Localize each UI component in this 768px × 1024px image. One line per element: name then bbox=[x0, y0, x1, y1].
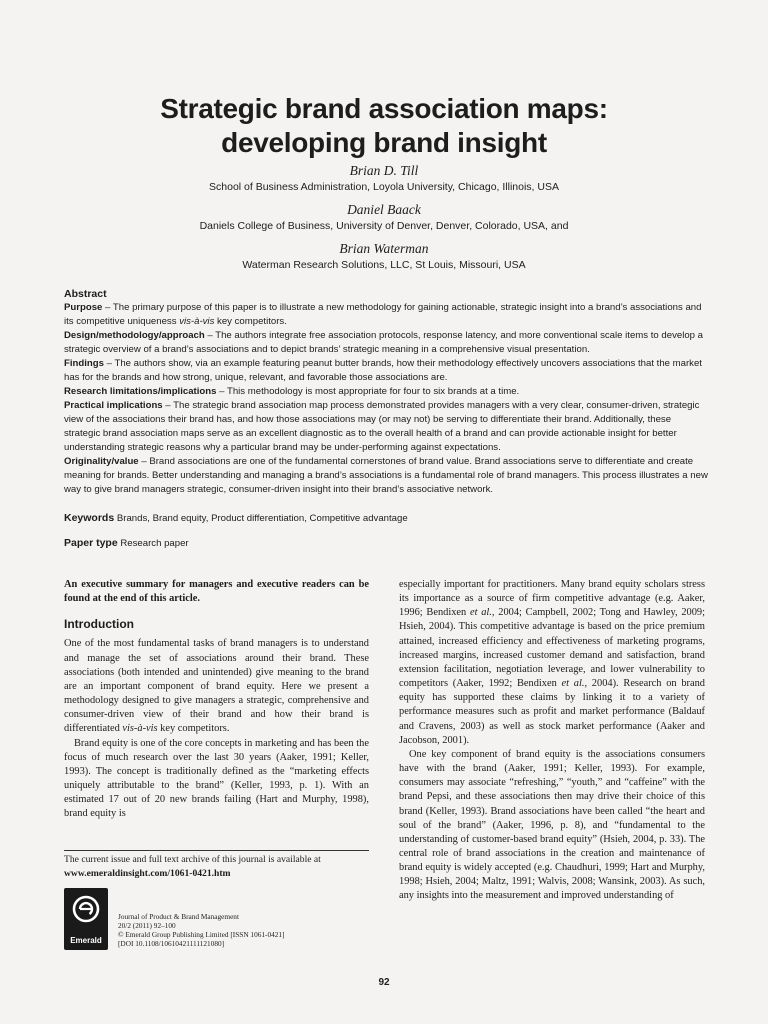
footnote-url-link[interactable]: www.emeraldinsight.com/1061-0421.htm bbox=[64, 868, 231, 879]
publication-volume: 20/2 (2011) 92–100 bbox=[118, 921, 176, 930]
right-column bbox=[399, 578, 705, 904]
abstract-design: Design/methodology/approach – The authors integrate free association protocols, response latency, and more conventional scale items to develop a strategic overview of a brand’s associations and to depict brands’ strategic meaning in a comprehensive visual presentation. bbox=[64, 330, 704, 355]
right-paragraph-1: especially important for practitioners. Many brand equity scholars stress its importance as a source of firm competitive advantage (e.g. Aaker, 1996; Bendixen et al., 2004; Campbell, 2002; Tong and Hawley, 2009; Hsieh, 2004). This competitive advantage is based on the price premium attained, increased efficiency and effectiveness of marketing programs, increased margins, increased customer demand and satisfaction, brand extension facilitation, negotiation leverage, and lower vulnerability to competitors (Aaker, 1992; Bendixen et al., 2004). Research on brand equity has supported these claims by linking it to a variety of performance measures such as profit and market performance (Baldauf and Cravens, 2003) as well as stock market performance (Aaker and Jacobson, 2001). bbox=[399, 579, 706, 746]
author-name-2: Daniel Baack bbox=[347, 202, 421, 217]
intro-paragraph-2: Brand equity is one of the core concepts in marketing and has been the focus of much research over the last 30 years (Aaker, 1991; Keller, 1993). The concept is traditionally defined as the “marketing effects uniquely attributable to the brand” (Keller, 1993, p. 1). With an estimated 17 out of 20 new brands failing (Hart and Murphy, 1998), brand equity is bbox=[64, 737, 369, 820]
publication-copyright: © Emerald Group Publishing Limited [ISSN 1061-0421] bbox=[118, 930, 285, 939]
emerald-logo bbox=[64, 888, 108, 950]
author-affiliation-3: Waterman Research Solutions, LLC, St Louis, Missouri, USA bbox=[242, 259, 526, 271]
abstract-findings: Findings – The authors show, via an example featuring peanut butter brands, how their methodology effectively uncovers associations that the market has for the brands and how strong, unique, relevant, and favorable those associations are. bbox=[64, 358, 702, 383]
executive-summary-note: An executive summary for managers and executive readers can be found at the end of this article. bbox=[64, 579, 369, 605]
publication-journal: Journal of Product & Brand Management bbox=[118, 912, 239, 921]
section-heading-introduction: Introduction bbox=[64, 617, 134, 632]
abstract bbox=[64, 287, 708, 497]
footnote-text: The current issue and full text archive of this journal is available at bbox=[64, 854, 321, 865]
publication-doi: [DOI 10.1108/10610421111121080] bbox=[118, 939, 225, 948]
abstract-heading: Abstract bbox=[64, 288, 107, 300]
paper-type: Paper type Research paper bbox=[64, 537, 189, 549]
abstract-limitations: Research limitations/implications – This methodology is most appropriate for four to six brands at a time. bbox=[64, 386, 520, 397]
right-paragraph-2: One key component of brand equity is the associations consumers have with the brand (Aaker, 1991; Keller, 1993). For example, consumers may associate “refreshing,” “youth,” and “caffeine” with the brand Pepsi, and these associations then may drive their choice of this brand (Keller, 1993). Brand associations have been called “the heart and soul of the brand” (Aaker, 1996, p. 8), and “fundamental to the understanding of customer-based brand equity” (Hsieh, 2004, p. 33). The central role of brand associations in the creation and maintenance of brand equity is widely accepted (e.g. Chaudhuri, 1999; Hart and Murphy, 1998; Hsieh, 2004; Maltz, 1991; Walvis, 2008; Wansink, 2003). As such, any insights into the measurement and improved understanding of bbox=[399, 748, 705, 902]
page-number: 92 bbox=[378, 977, 390, 988]
abstract-purpose: Purpose – The primary purpose of this paper is to illustrate a new methodology for gaining actionable, strategic insight into a brand’s associations and its competitive uniqueness vis-à-vis key competitors. bbox=[64, 302, 702, 327]
keywords: Keywords Brands, Brand equity, Product differentiation, Competitive advantage bbox=[64, 512, 408, 524]
footnote bbox=[64, 853, 374, 881]
title-line-2: developing brand insight bbox=[221, 127, 547, 158]
left-column bbox=[64, 578, 369, 822]
author-name-1: Brian D. Till bbox=[349, 163, 419, 178]
publication-info bbox=[118, 912, 284, 948]
author-name-3: Brian Waterman bbox=[339, 241, 429, 256]
title-line-1: Strategic brand association maps: bbox=[160, 93, 608, 124]
footnote-divider bbox=[64, 850, 369, 851]
paper-title bbox=[0, 92, 768, 160]
emerald-logo-text: Emerald bbox=[70, 936, 102, 945]
author-affiliation-1: School of Business Administration, Loyola University, Chicago, Illinois, USA bbox=[209, 181, 559, 193]
intro-paragraph-1: One of the most fundamental tasks of brand managers is to understand and manage the set of associations around their brand. These associations (both intended and unintended) give meaning to the brand are an important component of brand equity. Here we present a methodology designed to give managers a strategic, comprehensive and consumer-driven view of their brand and how their brand is differentiated vis-à-vis key competitors. bbox=[64, 638, 369, 735]
author-affiliation-2: Daniels College of Business, University of Denver, Denver, Colorado, USA, and bbox=[199, 220, 569, 232]
abstract-practical: Practical implications – The strategic brand association map process demonstrated provides managers with a very clear, consumer-driven, strategic view of the associations their brand has, and how those associations may (or may not) be serving to differentiate their brand. Additionally, these strategic brand association maps serve as an excellent diagnostic as to the overall health of a brand and can provide actionable insight for better understanding strategic reasons why a particular brand may be under-performing against expectations. bbox=[64, 400, 700, 453]
emerald-e-icon bbox=[71, 894, 101, 924]
abstract-originality: Originality/value – Brand associations are one of the fundamental cornerstones of brand value. Brand associations serve to differentiate and create meaning for brands. Better understanding and managing a brand’s associations is a fundamental role of brand managers. This process illustrates a new way to give brand managers strategic, consumer-driven insight into their brand’s associative network. bbox=[64, 456, 708, 495]
